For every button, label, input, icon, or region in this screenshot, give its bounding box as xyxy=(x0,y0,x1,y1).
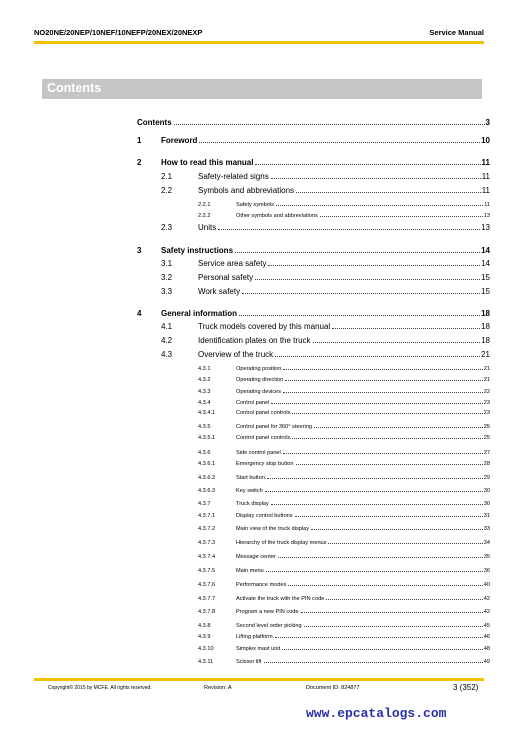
toc-page-number: 31 xyxy=(483,513,490,519)
toc-page-number: 42 xyxy=(483,609,490,615)
toc-page-number: 33 xyxy=(483,526,490,532)
toc-number: 4.3.7.7 xyxy=(198,596,216,602)
revision-text: Revision: A xyxy=(204,685,232,691)
toc-page-number: 23 xyxy=(483,410,490,416)
toc-page-number: 21 xyxy=(483,377,490,383)
toc-number: 2.2.1 xyxy=(198,202,211,208)
toc-page-number: 36 xyxy=(483,568,490,574)
toc-page-number: 14 xyxy=(481,259,490,268)
toc-page-number: 49 xyxy=(483,659,490,665)
toc-title: General information xyxy=(161,309,238,318)
toc-number: 2 xyxy=(137,158,142,167)
toc-page-number: 13 xyxy=(483,213,490,219)
toc-page-number: 25 xyxy=(483,435,490,441)
toc-page-number: 11 xyxy=(484,202,490,208)
toc-entry[interactable] xyxy=(0,322,520,334)
dot-leader xyxy=(311,529,483,530)
dot-leader xyxy=(265,491,483,492)
toc-entry[interactable] xyxy=(0,246,520,258)
toc-entry[interactable] xyxy=(0,186,520,198)
toc-number: 2.2 xyxy=(161,186,173,195)
toc-number: 4.3.5.1 xyxy=(198,435,216,441)
dot-leader xyxy=(267,478,483,479)
toc-title: Display control buttons xyxy=(236,513,293,519)
dot-leader xyxy=(283,392,483,393)
toc-title: Control panel for 360° steering xyxy=(236,424,312,430)
dot-leader xyxy=(255,164,480,165)
toc-entry[interactable] xyxy=(0,375,520,387)
dot-leader xyxy=(242,293,480,294)
toc-title: Identification plates on the truck xyxy=(198,336,311,345)
toc-entry[interactable] xyxy=(0,486,520,498)
toc-entry[interactable] xyxy=(0,433,520,445)
toc-entry[interactable] xyxy=(0,524,520,536)
dot-leader xyxy=(304,626,483,627)
toc-number: 4.3.7.6 xyxy=(198,582,216,588)
toc-entry[interactable] xyxy=(0,538,520,550)
toc-number: 4.3.1 xyxy=(198,366,211,372)
toc-page-number: 42 xyxy=(483,596,490,602)
toc-title: Lifting platform xyxy=(236,634,273,640)
toc-number: 4.3.6.3 xyxy=(198,488,216,494)
dot-leader xyxy=(268,265,480,266)
dot-leader xyxy=(271,504,483,505)
toc-number: 4.3.7.3 xyxy=(198,540,216,546)
toc-title: Emergency stop button xyxy=(236,461,294,467)
toc-title: Hierarchy of the truck display menus xyxy=(236,540,327,546)
toc-number: 4.3.4 xyxy=(198,400,211,406)
dot-leader xyxy=(239,315,480,316)
dot-leader xyxy=(282,649,483,650)
dot-leader xyxy=(328,543,482,544)
dot-leader xyxy=(314,427,483,428)
dot-leader xyxy=(264,662,483,663)
toc-number: 4.3.7.4 xyxy=(198,554,216,560)
dot-leader xyxy=(296,192,481,193)
toc-number: 2.3 xyxy=(161,223,173,232)
dot-leader xyxy=(332,328,480,329)
toc-title: Safety-related signs xyxy=(198,172,269,181)
dot-leader xyxy=(218,229,480,230)
toc-title: Operating direction xyxy=(236,377,284,383)
toc-page-number: 21 xyxy=(481,350,490,359)
toc-title: Service area safety xyxy=(198,259,267,268)
toc-page-number: 14 xyxy=(481,246,490,255)
toc-title: Activate the truck with the PIN code xyxy=(236,596,325,602)
toc-page-number: 10 xyxy=(481,136,490,145)
toc-page-number: 3 xyxy=(485,118,490,127)
toc-entry[interactable] xyxy=(0,594,520,606)
toc-title: Operating position xyxy=(236,366,282,372)
toc-page-number: 46 xyxy=(483,634,490,640)
header-rule xyxy=(34,41,484,44)
toc-title: Second level order picking xyxy=(236,623,302,629)
toc-entry[interactable] xyxy=(0,158,520,170)
toc-title: Foreword xyxy=(161,136,198,145)
toc-entry[interactable] xyxy=(0,580,520,592)
toc-entry[interactable] xyxy=(0,259,520,271)
toc-number: 4.3.2 xyxy=(198,377,211,383)
copyright-text: Copyright© 2015 by MCFE. All rights reserved. xyxy=(48,685,152,691)
toc-title: Truck models covered by this manual xyxy=(198,322,331,331)
toc-page-number: 28 xyxy=(483,461,490,467)
dot-leader xyxy=(199,142,480,143)
dot-leader xyxy=(313,342,481,343)
toc-number: 3.3 xyxy=(161,287,173,296)
toc-entry[interactable] xyxy=(0,223,520,235)
toc-page-number: 29 xyxy=(483,475,490,481)
toc-number: 2.2.2 xyxy=(198,213,211,219)
toc-page-number: 15 xyxy=(481,287,490,296)
toc-page-number: 45 xyxy=(483,623,490,629)
toc-number: 3.1 xyxy=(161,259,173,268)
dot-leader xyxy=(266,571,483,572)
toc-number: 4.3.7 xyxy=(198,501,211,507)
toc-page-number: 30 xyxy=(483,501,490,507)
doc-type-header: Service Manual xyxy=(429,28,484,37)
toc-title: Other symbols and abbreviations xyxy=(236,213,318,219)
contents-banner xyxy=(42,79,482,99)
toc-entry[interactable] xyxy=(0,499,520,511)
dot-leader xyxy=(301,612,483,613)
toc-page-number: 11 xyxy=(481,158,490,167)
page-footer xyxy=(48,683,488,695)
dot-leader xyxy=(288,585,482,586)
toc-number: 4.3.7.5 xyxy=(198,568,216,574)
page-number: 3 (352) xyxy=(453,683,479,692)
watermark-text: www.epcatalogs.com xyxy=(306,706,447,721)
toc-entry[interactable] xyxy=(0,552,520,564)
toc-page-number: 48 xyxy=(483,646,490,652)
dot-leader xyxy=(295,516,483,517)
toc-entry[interactable] xyxy=(0,473,520,485)
dot-leader xyxy=(292,413,482,414)
toc-number: 4.3.7.2 xyxy=(198,526,216,532)
toc-page-number: 22 xyxy=(483,389,490,395)
toc-entry[interactable] xyxy=(0,336,520,348)
toc-page-number: 18 xyxy=(481,322,490,331)
toc-title: Control panel controls xyxy=(236,410,291,416)
toc-number: 4.3.7.1 xyxy=(198,513,216,519)
toc-entry[interactable] xyxy=(0,172,520,184)
toc-number: 4.3.7.8 xyxy=(198,609,216,615)
toc-number: 4.2 xyxy=(161,336,173,345)
toc-title: Contents xyxy=(137,118,172,127)
dot-leader xyxy=(275,356,480,357)
toc-page-number: 18 xyxy=(481,309,490,318)
toc-entry[interactable] xyxy=(0,408,520,420)
toc-number: 4.3.4.1 xyxy=(198,410,216,416)
toc-entry[interactable] xyxy=(0,607,520,619)
toc-entry[interactable] xyxy=(0,211,520,223)
toc-number: 4 xyxy=(137,309,142,318)
toc-entry[interactable] xyxy=(0,287,520,299)
toc-entry[interactable] xyxy=(0,136,520,148)
toc-title: Control panel controls xyxy=(236,435,291,441)
model-header: NO20NE/20NEP/10NEF/10NEFP/20NEX/20NEXP xyxy=(34,28,203,37)
toc-title: How to read this manual xyxy=(161,158,254,167)
dot-leader xyxy=(271,403,482,404)
toc-title: Message center xyxy=(236,554,276,560)
toc-number: 4.3.6 xyxy=(198,450,211,456)
toc-entry[interactable] xyxy=(0,309,520,321)
toc-title: Key switch xyxy=(236,488,263,494)
toc-number: 4.3.6.1 xyxy=(198,461,216,467)
toc-title: Safety symbols xyxy=(236,202,274,208)
toc-entry[interactable] xyxy=(0,350,520,362)
toc-title: Control panel xyxy=(236,400,270,406)
dot-leader xyxy=(326,599,482,600)
dot-leader xyxy=(275,637,483,638)
dot-leader xyxy=(278,557,483,558)
toc-title: Units xyxy=(198,223,217,232)
toc-number: 4.1 xyxy=(161,322,173,331)
toc-entry[interactable] xyxy=(0,459,520,471)
toc-entry[interactable] xyxy=(0,632,520,644)
dot-leader xyxy=(296,464,483,465)
toc-title: Simplex mast unit xyxy=(236,646,281,652)
dot-leader xyxy=(255,279,480,280)
toc-number: 4.3.5 xyxy=(198,424,211,430)
toc-title: Side control panel xyxy=(236,450,281,456)
dot-leader xyxy=(276,205,483,206)
toc-entry[interactable] xyxy=(0,118,520,130)
toc-page-number: 27 xyxy=(483,450,490,456)
dot-leader xyxy=(283,453,483,454)
toc-page-number: 25 xyxy=(483,424,490,430)
footer-rule xyxy=(34,678,484,681)
dot-leader xyxy=(174,124,485,125)
toc-page-number: 34 xyxy=(483,540,490,546)
toc-title: Overview of the truck xyxy=(198,350,274,359)
toc-entry[interactable] xyxy=(0,273,520,285)
toc-page-number: 11 xyxy=(481,172,490,181)
toc-number: 3.2 xyxy=(161,273,173,282)
toc-title: Work safety xyxy=(198,287,241,296)
toc-number: 4.3.9 xyxy=(198,634,211,640)
toc-title: Performance modes xyxy=(236,582,287,588)
page-header xyxy=(34,28,484,40)
dot-leader xyxy=(235,252,480,253)
toc-entry[interactable] xyxy=(0,644,520,656)
toc-entry[interactable] xyxy=(0,511,520,523)
toc-number: 2.1 xyxy=(161,172,173,181)
toc-title: Main view of the truck display xyxy=(236,526,310,532)
toc-number: 4.3.6.2 xyxy=(198,475,216,481)
toc-title: Operating devices xyxy=(236,389,282,395)
toc-number: 4.3.3 xyxy=(198,389,211,395)
toc-entry[interactable] xyxy=(0,657,520,669)
dot-leader xyxy=(320,216,483,217)
toc-entry[interactable] xyxy=(0,566,520,578)
toc-title: Start button xyxy=(236,475,265,481)
toc-page-number: 30 xyxy=(483,488,490,494)
toc-number: 1 xyxy=(137,136,142,145)
toc-page-number: 21 xyxy=(483,366,490,372)
dot-leader xyxy=(271,178,481,179)
toc-title: Program a new PIN code xyxy=(236,609,299,615)
section-title: Contents xyxy=(47,81,102,95)
toc-number: 3 xyxy=(137,246,142,255)
toc-number: 4.3.8 xyxy=(198,623,211,629)
dot-leader xyxy=(292,438,482,439)
toc-title: Symbols and abbreviations xyxy=(198,186,295,195)
toc-title: Personal safety xyxy=(198,273,254,282)
toc-page-number: 11 xyxy=(481,186,490,195)
toc-page-number: 35 xyxy=(483,554,490,560)
toc-number: 4.3.11 xyxy=(198,659,214,665)
dot-leader xyxy=(285,380,483,381)
toc-page-number: 18 xyxy=(481,336,490,345)
toc-page-number: 13 xyxy=(481,223,490,232)
toc-number: 4.3.10 xyxy=(198,646,214,652)
toc-title: Scissor lift xyxy=(236,659,262,665)
toc-title: Safety instructions xyxy=(161,246,234,255)
toc-number: 4.3 xyxy=(161,350,173,359)
toc-page-number: 15 xyxy=(481,273,490,282)
dot-leader xyxy=(283,369,482,370)
toc-page-number: 40 xyxy=(483,582,490,588)
document-id-text: Document ID: 824877 xyxy=(306,685,360,691)
toc-title: Main menu xyxy=(236,568,264,574)
toc-page-number: 23 xyxy=(483,400,490,406)
toc-title: Truck display xyxy=(236,501,269,507)
